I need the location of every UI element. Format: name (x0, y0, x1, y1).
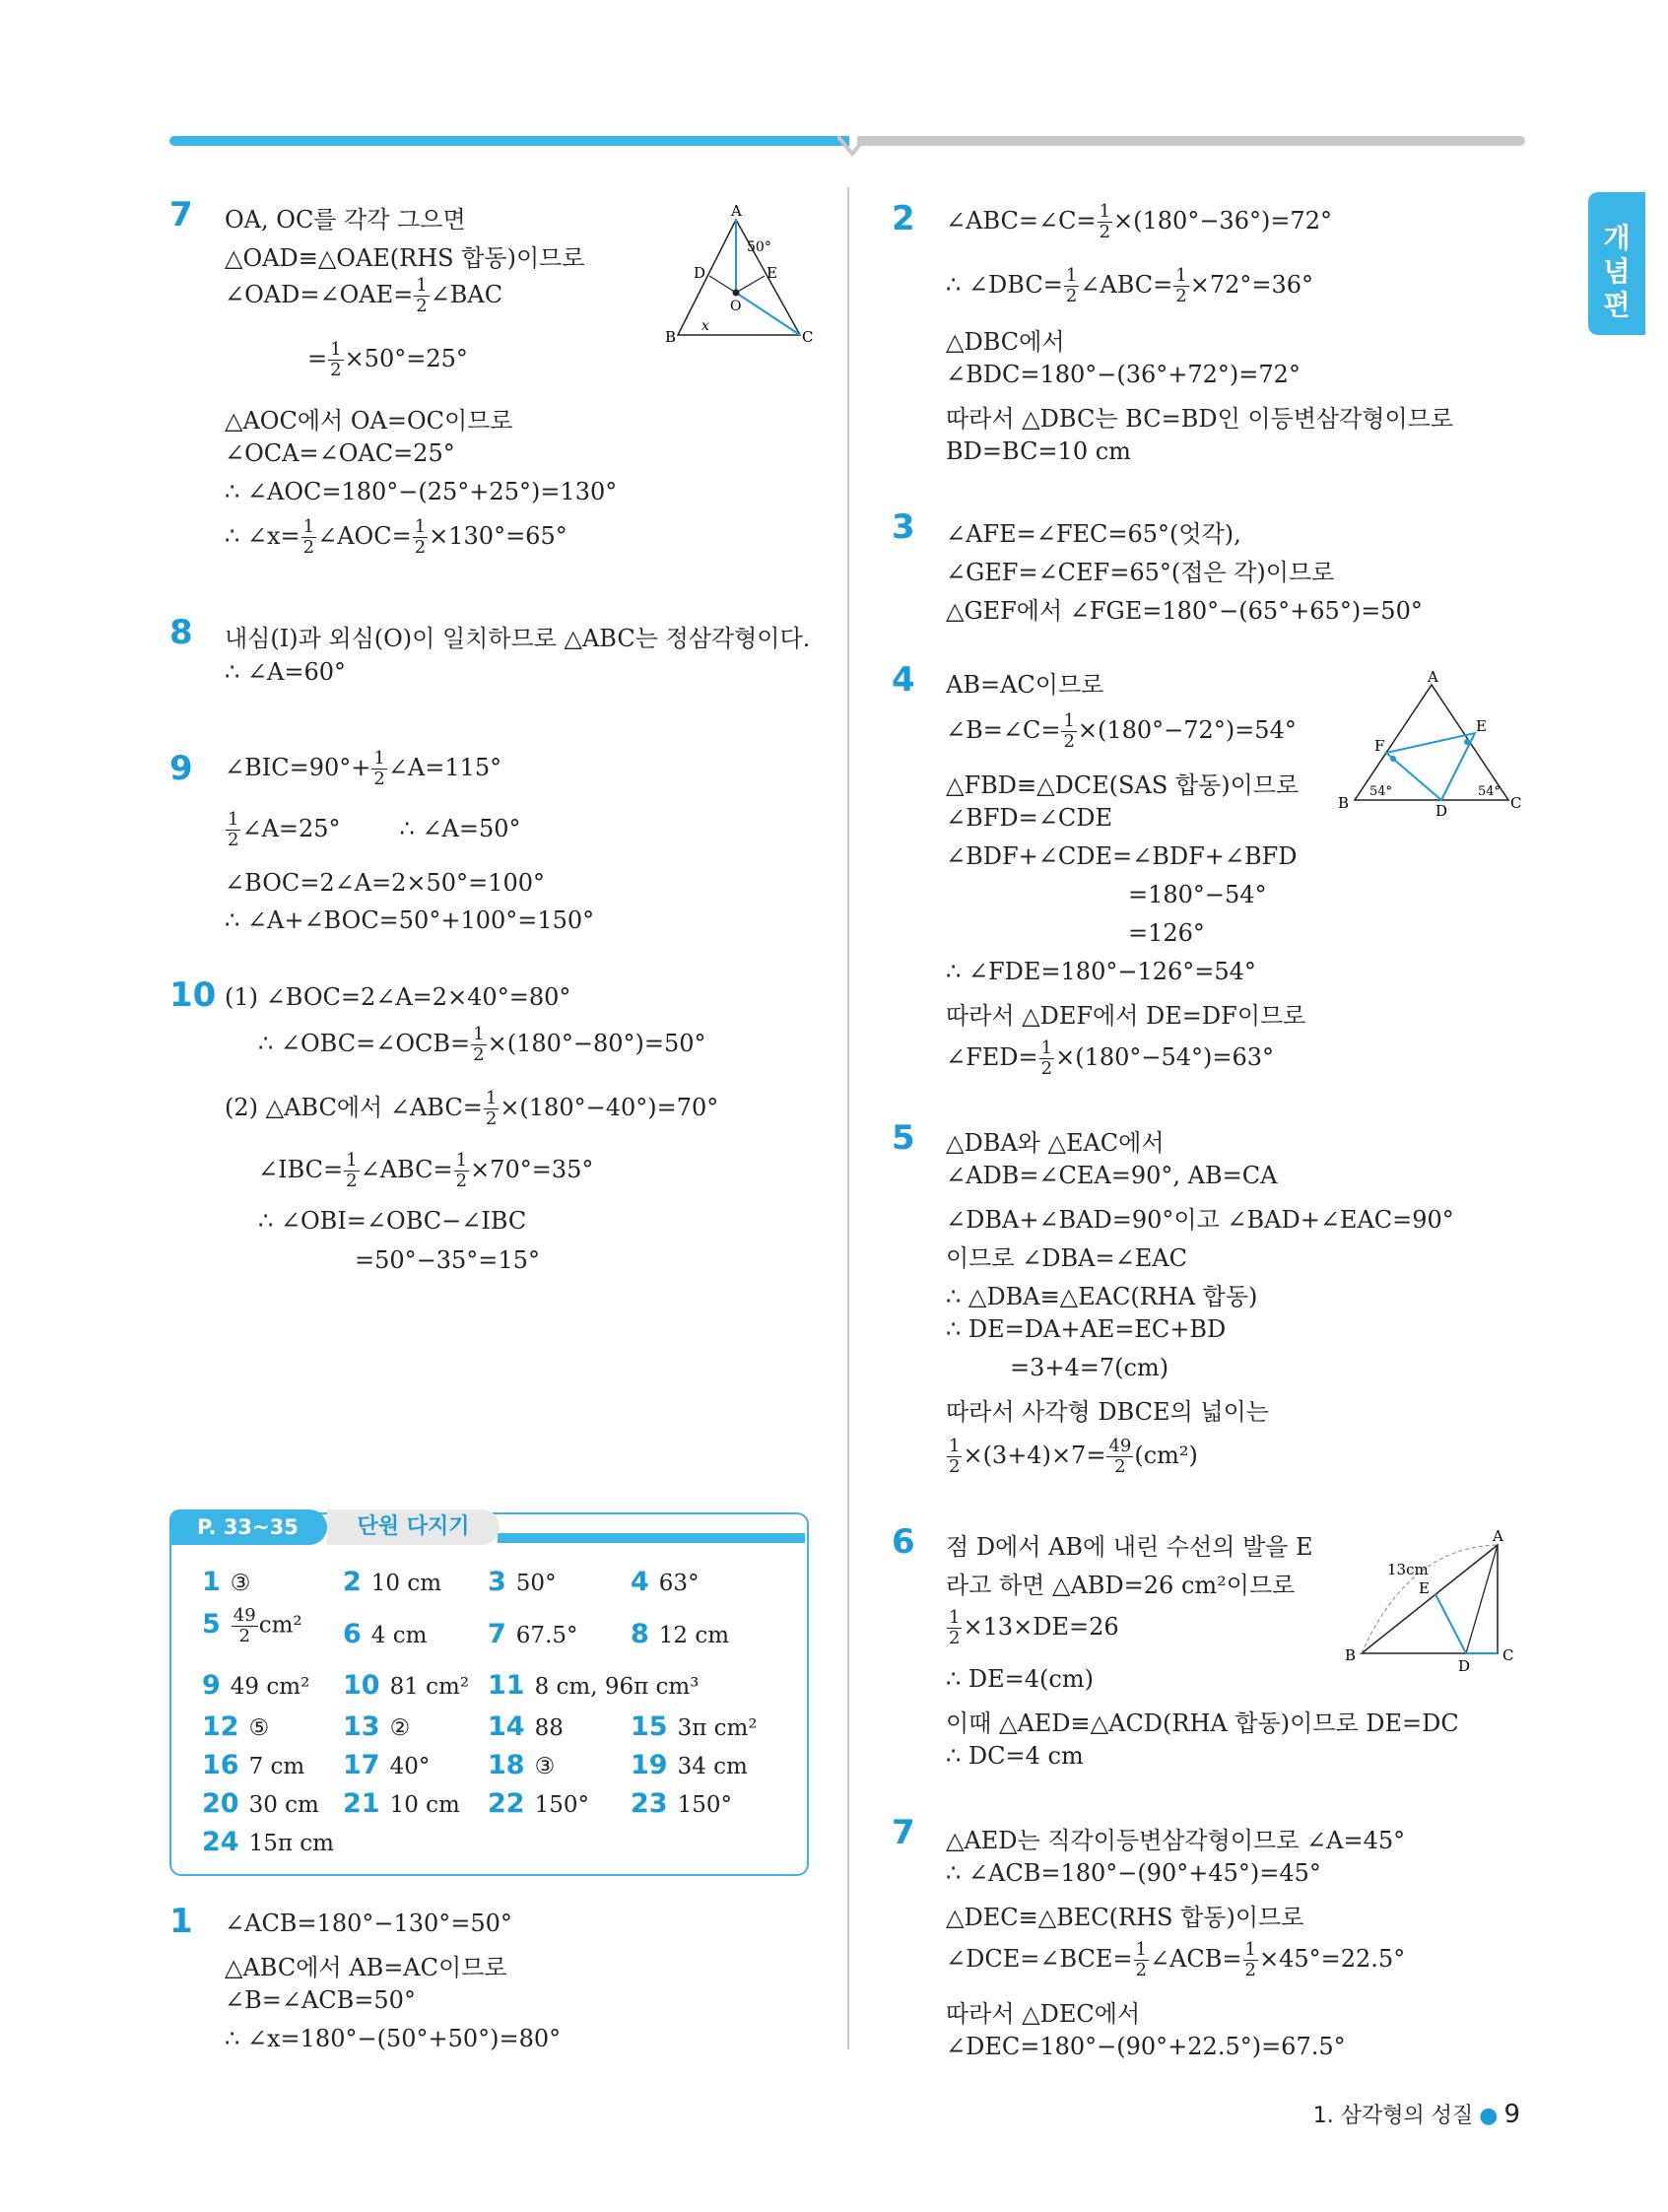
numerator: 1 (473, 1024, 485, 1044)
tab-char: 념 (1603, 255, 1631, 288)
solution-line (225, 276, 502, 316)
denominator: 2 (1040, 1058, 1053, 1079)
problem-number: 9 (169, 749, 193, 788)
problem-number: 8 (169, 613, 193, 652)
chapter-title: 1. 삼각형의 성질 (1312, 2104, 1474, 2128)
solution-line: △AED는 직각이등변삼각형이므로 ∠A=45° (946, 1827, 1406, 1854)
answer-value: 34 cm (677, 1754, 748, 1779)
answer-value: 88 (534, 1715, 564, 1741)
answer-value: cm² (258, 1612, 302, 1639)
review-answer (488, 1788, 589, 1819)
denominator: 2 (485, 1108, 498, 1129)
numerator: 1 (1099, 201, 1111, 222)
solution-line: 점 D에서 AB에 내린 수선의 발을 E (946, 1533, 1313, 1561)
solution-line: △OAD≡△OAE(RHS 합동)이므로 (225, 244, 585, 272)
answer-number: 13 (343, 1711, 380, 1742)
solution-line: ∠BOC=2∠A=2×50°=100° (225, 869, 545, 897)
solution-line: ∴ ∠x=180°−(50°+50°)=80° (225, 2025, 562, 2052)
fraction (1134, 1940, 1149, 1980)
numerator: 1 (373, 748, 385, 769)
text: ∠ABC= (1080, 271, 1173, 299)
text: ∠ABC= (360, 1156, 453, 1183)
denominator: 2 (228, 830, 239, 850)
label-d: D (1458, 1657, 1471, 1675)
review-answer (631, 1567, 700, 1597)
solution-line: ∠ACB=180°−130°=50° (225, 1910, 512, 1937)
solution-line: =180°−54° (1128, 881, 1267, 908)
header-bar-right (857, 136, 1525, 146)
answer-value: 10 cm (370, 1571, 442, 1596)
answer-value: 81 cm² (389, 1674, 470, 1700)
triangle-diagram-p7 (660, 202, 818, 350)
solution-line (946, 1608, 1119, 1648)
triangle-def (1386, 733, 1475, 800)
solution-line: ∠DEC=180°−(90°+22.5°)=67.5° (946, 2033, 1346, 2060)
page-number: 9 (1503, 2100, 1520, 2129)
problem-number: 6 (892, 1522, 915, 1562)
answer-number: 11 (488, 1670, 525, 1701)
review-pages-tag: P. 33~35 (169, 1509, 327, 1545)
segment-oc (736, 293, 800, 335)
text: ×50°=25° (344, 345, 468, 372)
solution-line (946, 1437, 1198, 1477)
numerator: 1 (1063, 710, 1075, 731)
solution-line: ∴ DE=4(cm) (946, 1665, 1094, 1693)
solution-line (225, 810, 521, 850)
solution-line: ∴ △DBA≡△EAC(RHA 합동) (946, 1283, 1258, 1310)
denominator: 2 (473, 1044, 485, 1065)
label-e: E (1476, 717, 1487, 735)
label-c: C (802, 328, 814, 346)
text: ×(180°−80°)=50° (487, 1030, 706, 1057)
answer-number: 17 (343, 1750, 380, 1780)
review-answer (202, 1750, 304, 1780)
angle-dot (1464, 739, 1470, 745)
answer-number: 12 (202, 1711, 239, 1742)
solution-line: ∠BDF+∠CDE=∠BDF+∠BFD (946, 842, 1298, 870)
denominator: 2 (1114, 1456, 1126, 1477)
review-answer (488, 1750, 555, 1780)
answer-number: 20 (202, 1788, 239, 1819)
label-d: D (1435, 802, 1448, 818)
text: ∠OAD=∠OAE= (225, 281, 414, 308)
review-answer (488, 1711, 564, 1742)
section-tab (1588, 192, 1645, 335)
text: ×13×DE=26 (963, 1613, 1119, 1641)
solution-line: =50°−35°=15° (355, 1246, 540, 1274)
text: ∴ ∠DBC= (946, 271, 1063, 299)
review-answer (631, 1711, 758, 1742)
problem-number: 7 (892, 1813, 915, 1852)
solution-line: △GEF에서 ∠FGE=180°−(65°+65°)=50° (946, 597, 1423, 625)
text: ∠A=115° (387, 754, 502, 781)
review-answer (631, 1750, 748, 1780)
triangle-diagram-p6 (1340, 1527, 1522, 1675)
fraction (1064, 266, 1079, 306)
review-answer (343, 1788, 460, 1819)
label-c: C (1510, 794, 1522, 812)
solution-line: ∴ ∠AOC=180°−(25°+25°)=130° (225, 478, 618, 505)
review-answer (343, 1750, 430, 1780)
label-e: E (1419, 1579, 1430, 1597)
problem-number: 1 (169, 1902, 193, 1941)
numerator: 1 (302, 516, 315, 537)
point-o (733, 290, 740, 297)
solution-line: =3+4=7(cm) (1010, 1354, 1169, 1381)
denominator: 2 (1175, 286, 1187, 306)
label-angle: 54° (1478, 784, 1501, 799)
text: ×(3+4)×7= (963, 1441, 1106, 1469)
solution-line: 라고 하면 △ABD=26 cm²이므로 (946, 1572, 1296, 1599)
text: ×45°=22.5° (1259, 1945, 1406, 1973)
text: ∠FED= (946, 1043, 1038, 1071)
label-a: A (1493, 1527, 1503, 1545)
text: (cm²) (1134, 1441, 1198, 1469)
solution-line (225, 749, 501, 789)
segment-de (1435, 1594, 1466, 1653)
text: ×70°=35° (470, 1156, 594, 1183)
text: ×(180°−40°)=70° (500, 1094, 719, 1121)
answer-value: ③ (230, 1571, 251, 1596)
fraction (484, 1089, 499, 1129)
numerator: 1 (455, 1150, 468, 1171)
numerator: 1 (485, 1088, 498, 1108)
label-x: x (701, 318, 709, 334)
answer-value: 150° (677, 1792, 732, 1818)
denominator: 2 (302, 537, 315, 558)
text: ×(180°−54°)=63° (1055, 1043, 1275, 1071)
denominator: 2 (455, 1171, 468, 1191)
answer-number: 19 (631, 1750, 668, 1780)
text: ∴ ∠x= (225, 522, 300, 550)
fraction (1106, 1437, 1133, 1477)
fraction (413, 517, 428, 558)
solution-line: 이므로 ∠DBA=∠EAC (946, 1244, 1187, 1272)
solution-line: (1) ∠BOC=2∠A=2×40°=80° (225, 983, 571, 1011)
answer-number: 5 (202, 1608, 221, 1640)
numerator: 49 (1108, 1436, 1132, 1456)
denominator: 2 (949, 1456, 961, 1477)
solution-line: ∴ ∠A=60° (225, 658, 346, 686)
label-a: A (731, 202, 742, 220)
text: ∠DCE=∠BCE= (946, 1945, 1133, 1973)
answer-value: ⑤ (248, 1715, 270, 1741)
solution-line: BD=BC=10 cm (946, 437, 1131, 465)
text: ∠IBC= (258, 1156, 344, 1183)
segment-oe (736, 276, 765, 293)
fraction (947, 1437, 962, 1477)
text: ×130°=65° (429, 522, 567, 550)
tab-char: 편 (1603, 289, 1631, 321)
solution-line: 내심(I)과 외심(O)이 일치하므로 △ABC는 정삼각형이다. (225, 625, 811, 652)
problem-number: 3 (892, 507, 915, 547)
solution-line: ∴ DC=4 cm (946, 1742, 1084, 1770)
review-answer (202, 1567, 250, 1597)
problem-number: 7 (169, 195, 193, 235)
fraction (414, 276, 429, 316)
answer-number: 4 (631, 1567, 649, 1597)
numerator: 1 (1135, 1939, 1147, 1960)
solution-line (225, 1088, 718, 1129)
numerator: 1 (414, 516, 427, 537)
solution-line (946, 1940, 1405, 1980)
numerator: 1 (330, 339, 342, 360)
fraction (454, 1151, 469, 1191)
text: ∠A=25° (241, 815, 341, 842)
answer-value: 50° (515, 1571, 557, 1596)
text: ∠BIC=90°+ (225, 754, 371, 781)
label-angle: 50° (747, 239, 771, 255)
solution-line: ∴ ∠FDE=180°−126°=54° (946, 958, 1256, 985)
header-bar-left (169, 136, 849, 146)
review-answer (343, 1670, 469, 1701)
triangle-abc (1362, 1545, 1498, 1653)
answer-value: 8 cm, 96π cm³ (534, 1674, 700, 1700)
answer-number: 22 (488, 1788, 525, 1819)
label-b: B (665, 328, 677, 346)
solution-line: ∴ DE=DA+AE=EC+BD (946, 1315, 1227, 1343)
solution-line: ∠AFE=∠FEC=65°(엇각), (946, 520, 1241, 548)
tab-char: 개 (1603, 222, 1631, 254)
numerator: 1 (949, 1607, 961, 1628)
denominator: 2 (373, 769, 385, 789)
solution-line: △AOC에서 OA=OC이므로 (225, 407, 513, 435)
solution-line (946, 1039, 1274, 1079)
label-o: O (730, 299, 742, 314)
answer-number: 10 (343, 1670, 380, 1701)
answer-number: 21 (343, 1788, 380, 1819)
text: = (307, 345, 328, 372)
solution-line (946, 266, 1313, 306)
denominator: 2 (238, 1626, 250, 1646)
answer-number: 16 (202, 1750, 239, 1780)
review-answer (202, 1827, 334, 1857)
numerator: 1 (1175, 265, 1187, 286)
solution-line: ∠B=∠ACB=50° (225, 1986, 416, 2014)
answer-value: 7 cm (248, 1754, 305, 1779)
text: ×(180°−72°)=54° (1077, 716, 1297, 744)
solution-line: AB=AC이므로 (946, 671, 1104, 699)
text: ×72°=36° (1189, 271, 1314, 299)
text: ∴ ∠A=50° (399, 815, 521, 842)
fraction (1098, 202, 1112, 242)
text: ∠AOC= (317, 522, 412, 550)
answer-value: ③ (534, 1754, 556, 1779)
numerator: 1 (416, 275, 428, 296)
answer-number: 9 (202, 1670, 221, 1701)
problem-number: 4 (892, 660, 915, 700)
numerator: 1 (346, 1150, 358, 1171)
numerator: 1 (949, 1436, 961, 1456)
label-d: D (694, 264, 706, 282)
denominator: 2 (949, 1628, 961, 1648)
label-b: B (1345, 1646, 1357, 1664)
solution-line: 따라서 △DBC는 BC=BD인 이등변삼각형이므로 (946, 405, 1454, 433)
fraction (344, 1151, 359, 1191)
solution-line (307, 340, 468, 380)
answer-number: 15 (631, 1711, 668, 1742)
solution-line: ∠OCA=∠OAC=25° (225, 439, 455, 467)
angle-dot (1390, 756, 1396, 762)
fraction (1039, 1039, 1054, 1079)
solution-line: 이때 △AED≡△ACD(RHA 합동)이므로 DE=DC (946, 1709, 1459, 1737)
denominator: 2 (1135, 1960, 1147, 1980)
answer-number: 7 (488, 1619, 506, 1649)
review-answer (202, 1606, 302, 1646)
answer-number: 2 (343, 1567, 362, 1597)
denominator: 2 (414, 537, 427, 558)
fraction (947, 1608, 962, 1648)
answer-number: 8 (631, 1619, 649, 1649)
denominator: 2 (1063, 731, 1075, 752)
solution-line: OA, OC를 각각 그으면 (225, 206, 466, 234)
answer-value: 40° (389, 1754, 431, 1779)
solution-line: △DEC≡△BEC(RHS 합동)이므로 (946, 1904, 1304, 1931)
page-footer (1313, 2099, 1520, 2129)
answer-value: 12 cm (658, 1623, 730, 1648)
answer-number: 18 (488, 1750, 525, 1780)
answer-number: 3 (488, 1567, 506, 1597)
review-title: 단원 다지기 (327, 1509, 500, 1545)
label-f: F (1374, 737, 1385, 755)
label-b: B (1338, 794, 1350, 812)
solution-line: ∴ ∠A+∠BOC=50°+100°=150° (225, 906, 595, 934)
solution-line: ∠DBA+∠BAD=90°이고 ∠BAD+∠EAC=90° (946, 1206, 1454, 1234)
denominator: 2 (416, 296, 428, 316)
denominator: 2 (330, 360, 342, 380)
answer-value: ② (389, 1715, 411, 1741)
solution-line: ∴ ∠ACB=180°−(90°+45°)=45° (946, 1859, 1321, 1887)
solution-line: 따라서 △DEF에서 DE=DF이므로 (946, 1002, 1306, 1030)
solution-line: △DBA와 △EAC에서 (946, 1129, 1165, 1157)
review-answer (488, 1567, 557, 1597)
label-e: E (767, 264, 777, 282)
fraction (226, 810, 240, 850)
answer-value: 15π cm (248, 1831, 334, 1856)
problem-number: 5 (892, 1118, 915, 1158)
bullet-icon: ● (1479, 2104, 1499, 2128)
answer-number: 23 (631, 1788, 668, 1819)
answer-value: 3π cm² (677, 1715, 758, 1741)
review-answer (202, 1670, 309, 1701)
answer-value: 30 cm (248, 1792, 319, 1818)
review-answer (488, 1670, 699, 1701)
solution-line (258, 1025, 706, 1065)
numerator: 1 (1040, 1038, 1053, 1058)
text: (2) △ABC에서 ∠ABC= (225, 1094, 483, 1121)
column-divider (847, 187, 849, 2049)
denominator: 2 (1099, 222, 1111, 242)
numerator: 1 (1065, 265, 1078, 286)
solution-line (946, 202, 1332, 242)
fraction (1173, 266, 1188, 306)
denominator: 2 (1244, 1960, 1256, 1980)
review-answer (631, 1788, 732, 1819)
label-c: C (1502, 1646, 1514, 1664)
text: ∴ ∠OBC=∠OCB= (258, 1030, 471, 1057)
review-answer (202, 1711, 269, 1742)
solution-line: =126° (1128, 919, 1205, 947)
label-length: 13cm (1387, 1561, 1429, 1578)
review-answer (343, 1567, 441, 1597)
review-answer (343, 1619, 427, 1649)
solution-line: 따라서 사각형 DBCE의 넓이는 (946, 1398, 1269, 1426)
solution-line (258, 1151, 593, 1191)
answer-value: 4 cm (370, 1623, 428, 1648)
solution-line: 따라서 △DEC에서 (946, 2000, 1141, 2028)
denominator: 2 (346, 1171, 358, 1191)
denominator: 2 (1065, 286, 1078, 306)
solution-line: △FBD≡△DCE(SAS 합동)이므로 (946, 771, 1300, 799)
label-a: A (1428, 670, 1438, 686)
answer-value: 150° (534, 1792, 589, 1818)
solution-line: ∠ADB=∠CEA=90°, AB=CA (946, 1162, 1278, 1189)
text: ∠B=∠C= (946, 716, 1061, 744)
answer-value: 67.5° (515, 1623, 578, 1648)
text: ∠ACB= (1149, 1945, 1242, 1973)
problem-number: 2 (892, 199, 915, 238)
solution-line: △ABC에서 AB=AC이므로 (225, 1954, 507, 1981)
solution-line: ∠BFD=∠CDE (946, 804, 1112, 832)
segment-od (709, 276, 736, 293)
answer-number: 1 (202, 1567, 221, 1597)
solution-line (946, 711, 1297, 752)
review-answer (488, 1619, 578, 1649)
answer-number: 24 (202, 1827, 239, 1857)
label-angle: 54° (1369, 784, 1393, 799)
problem-number: 10 (169, 975, 217, 1015)
text: ×(180°−36°)=72° (1113, 207, 1332, 235)
numerator: 49 (233, 1605, 256, 1626)
triangle-diagram-p4 (1335, 670, 1527, 818)
solution-line: ∠GEF=∠CEF=65°(접은 각)이므로 (946, 559, 1335, 586)
fraction (232, 1606, 258, 1646)
answer-value: 49 cm² (230, 1674, 310, 1700)
solution-line (225, 517, 567, 558)
answer-value: 63° (658, 1571, 700, 1596)
segment-ad (1466, 1545, 1498, 1653)
text: ∠ABC=∠C= (946, 207, 1097, 235)
fraction (471, 1025, 486, 1065)
header-notch (837, 136, 867, 160)
text: ∠BAC (430, 281, 503, 308)
solution-line: ∴ ∠OBI=∠OBC−∠IBC (258, 1207, 527, 1235)
answer-value: 10 cm (389, 1792, 460, 1818)
review-answer (202, 1788, 319, 1819)
answer-number: 14 (488, 1711, 525, 1742)
review-answer (343, 1711, 410, 1742)
fraction (1061, 711, 1076, 752)
solution-line: ∠BDC=180°−(36°+72°)=72° (946, 361, 1301, 388)
fraction (1243, 1940, 1258, 1980)
solution-line: △DBC에서 (946, 328, 1065, 356)
review-answer (631, 1619, 729, 1649)
fraction (328, 340, 343, 380)
answer-number: 6 (343, 1619, 362, 1649)
numerator: 1 (1244, 1939, 1256, 1960)
fraction (301, 517, 316, 558)
fraction (371, 749, 386, 789)
numerator: 1 (228, 809, 239, 830)
